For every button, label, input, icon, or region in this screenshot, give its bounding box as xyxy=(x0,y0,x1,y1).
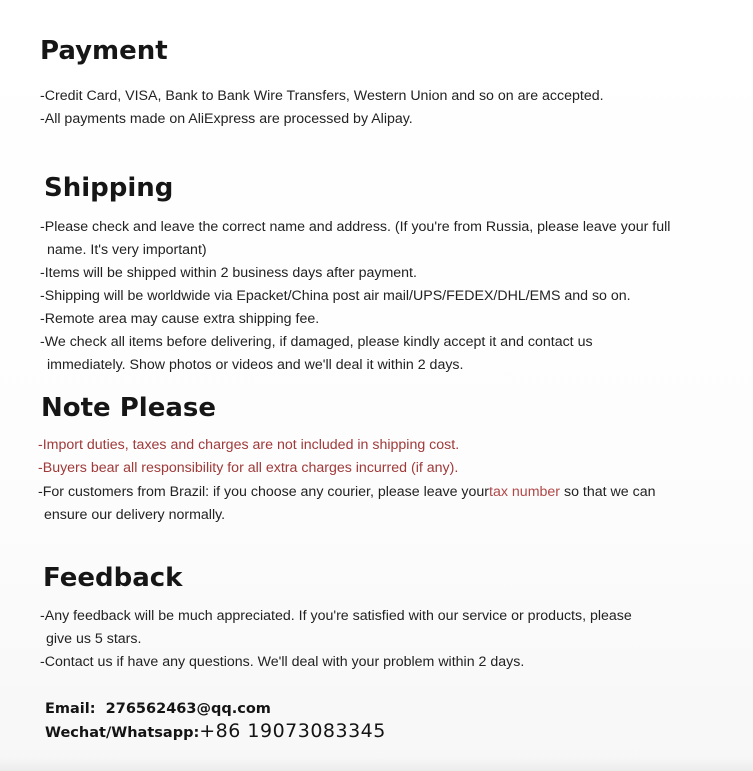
shipping-line-3: -Items will be shipped within 2 business days after payment. xyxy=(40,265,417,281)
email-label: Email: xyxy=(45,701,96,717)
note-line-2: -Buyers bear all responsibility for all extra charges incurred (if any). xyxy=(38,460,459,476)
tax-number-highlight: tax number xyxy=(489,484,561,500)
shipping-line-6: -We check all items before delivering, if damaged, please kindly accept it and contact us xyxy=(40,334,593,350)
email-value[interactable]: 276562463@qq.com xyxy=(105,701,271,717)
phone-value[interactable]: +86 19073083345 xyxy=(199,720,386,742)
feedback-line-1: -Any feedback will be much appreciated. If you're satisfied with our service or products, please xyxy=(40,608,632,624)
note-line-1: -Import duties, taxes and charges are not included in shipping cost. xyxy=(38,437,460,453)
feedback-heading: Feedback xyxy=(43,563,183,593)
payment-line-2: -All payments made on AliExpress are processed by Alipay. xyxy=(40,111,413,127)
phone-label: Wechat/Whatsapp: xyxy=(45,725,200,741)
shipping-line-5: -Remote area may cause extra shipping fee. xyxy=(40,311,320,327)
shipping-heading: Shipping xyxy=(44,173,174,203)
feedback-line-3: -Contact us if have any questions. We'll deal with your problem within 2 days. xyxy=(40,654,525,670)
note-heading: Note Please xyxy=(41,393,216,423)
note-line-3-text: -For customers from Brazil: if you choose any courier, please leave your xyxy=(38,484,490,500)
email-row xyxy=(45,701,271,717)
shipping-line-1: -Please check and leave the correct name and address. (If you're from Russia, please leave your full xyxy=(40,219,671,235)
payment-heading: Payment xyxy=(40,36,168,66)
payment-line-1: -Credit Card, VISA, Bank to Bank Wire Transfers, Western Union and so on are accepted. xyxy=(40,88,604,104)
shipping-line-2: name. It's very important) xyxy=(47,242,207,258)
feedback-line-2: give us 5 stars. xyxy=(46,631,142,647)
bottom-edge-shadow xyxy=(0,757,753,771)
note-line-3 xyxy=(38,483,655,501)
note-line-4: ensure our delivery normally. xyxy=(44,507,226,523)
note-line-3-tail: so that we can xyxy=(563,484,656,500)
shipping-line-4: -Shipping will be worldwide via Epacket/China post air mail/UPS/FEDEX/DHL/EMS and so on. xyxy=(40,288,631,304)
shipping-line-7: immediately. Show photos or videos and we'll deal it within 2 days. xyxy=(47,357,464,373)
phone-row xyxy=(45,720,386,742)
